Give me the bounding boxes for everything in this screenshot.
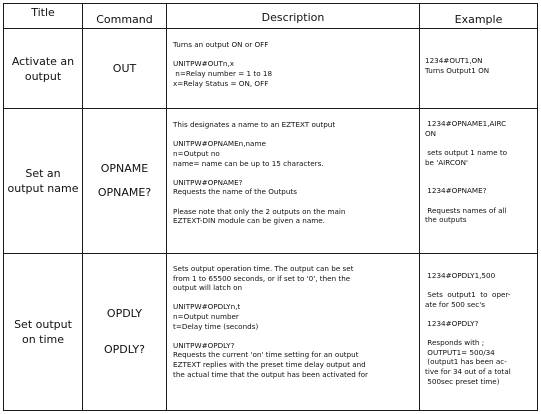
row-description: Turns an output ON or OFF UNITPW#OUTn,x n=Relay number = 1 to 18 x=Relay Status = ON, OFF <box>167 29 420 109</box>
command-label: OPNAME <box>100 162 149 176</box>
header-example: Example <box>420 4 538 29</box>
header-description: Description <box>167 4 420 29</box>
row-title: Activate an output <box>4 29 83 109</box>
row-title: Set an output name <box>4 109 83 254</box>
row-example: 1234#OUT1,ON Turns Output1 ON <box>420 29 538 109</box>
command-label: OUT <box>112 61 137 75</box>
header-title: Title <box>4 4 83 29</box>
row-example: 1234#OPDLY1,500 Sets output1 to oper- ate for 500 sec's 1234#OPDLY? Responds with ; OUTPUT1= 500/34 (output1 has been ac- tive for 34 out of a total 500sec preset time) <box>420 254 538 411</box>
table-row <box>4 254 538 411</box>
row-command <box>83 254 167 411</box>
row-description: This designates a name to an EZTEXT output UNITPW#OPNAMEn,name n=Output no name= name can be up to 15 characters. UNITPW#OPNAME? Requests the name of the Outputs Please note that only the 2 outputs on the main EZTEXT-DIN module can be given a name. <box>167 109 420 254</box>
header-row <box>4 4 538 29</box>
table-row <box>4 29 538 109</box>
row-command <box>83 29 167 109</box>
header-command: Command <box>83 4 167 29</box>
command-table <box>3 3 538 411</box>
row-description: Sets output operation time. The output can be set from 1 to 65500 seconds, or if set to '0', then the output will latch on UNITPW#OPDLYn,t n=Output number t=Delay time (seconds) UNITPW#OPDLY? Requests the current 'on' time setting for an output EZTEXT replies with the preset time delay output and the actual time that the output has been activated for <box>167 254 420 411</box>
row-example: 1234#OPNAME1,AIRC ON sets output 1 name to be 'AIRCON' 1234#OPNAME? Requests names of all the outputs <box>420 109 538 254</box>
command-label: OPNAME? <box>97 186 152 200</box>
row-title: Set output on time <box>4 254 83 411</box>
command-label: OPDLY? <box>104 343 145 357</box>
row-command <box>83 109 167 254</box>
table-row <box>4 109 538 254</box>
command-label: OPDLY <box>106 307 143 321</box>
